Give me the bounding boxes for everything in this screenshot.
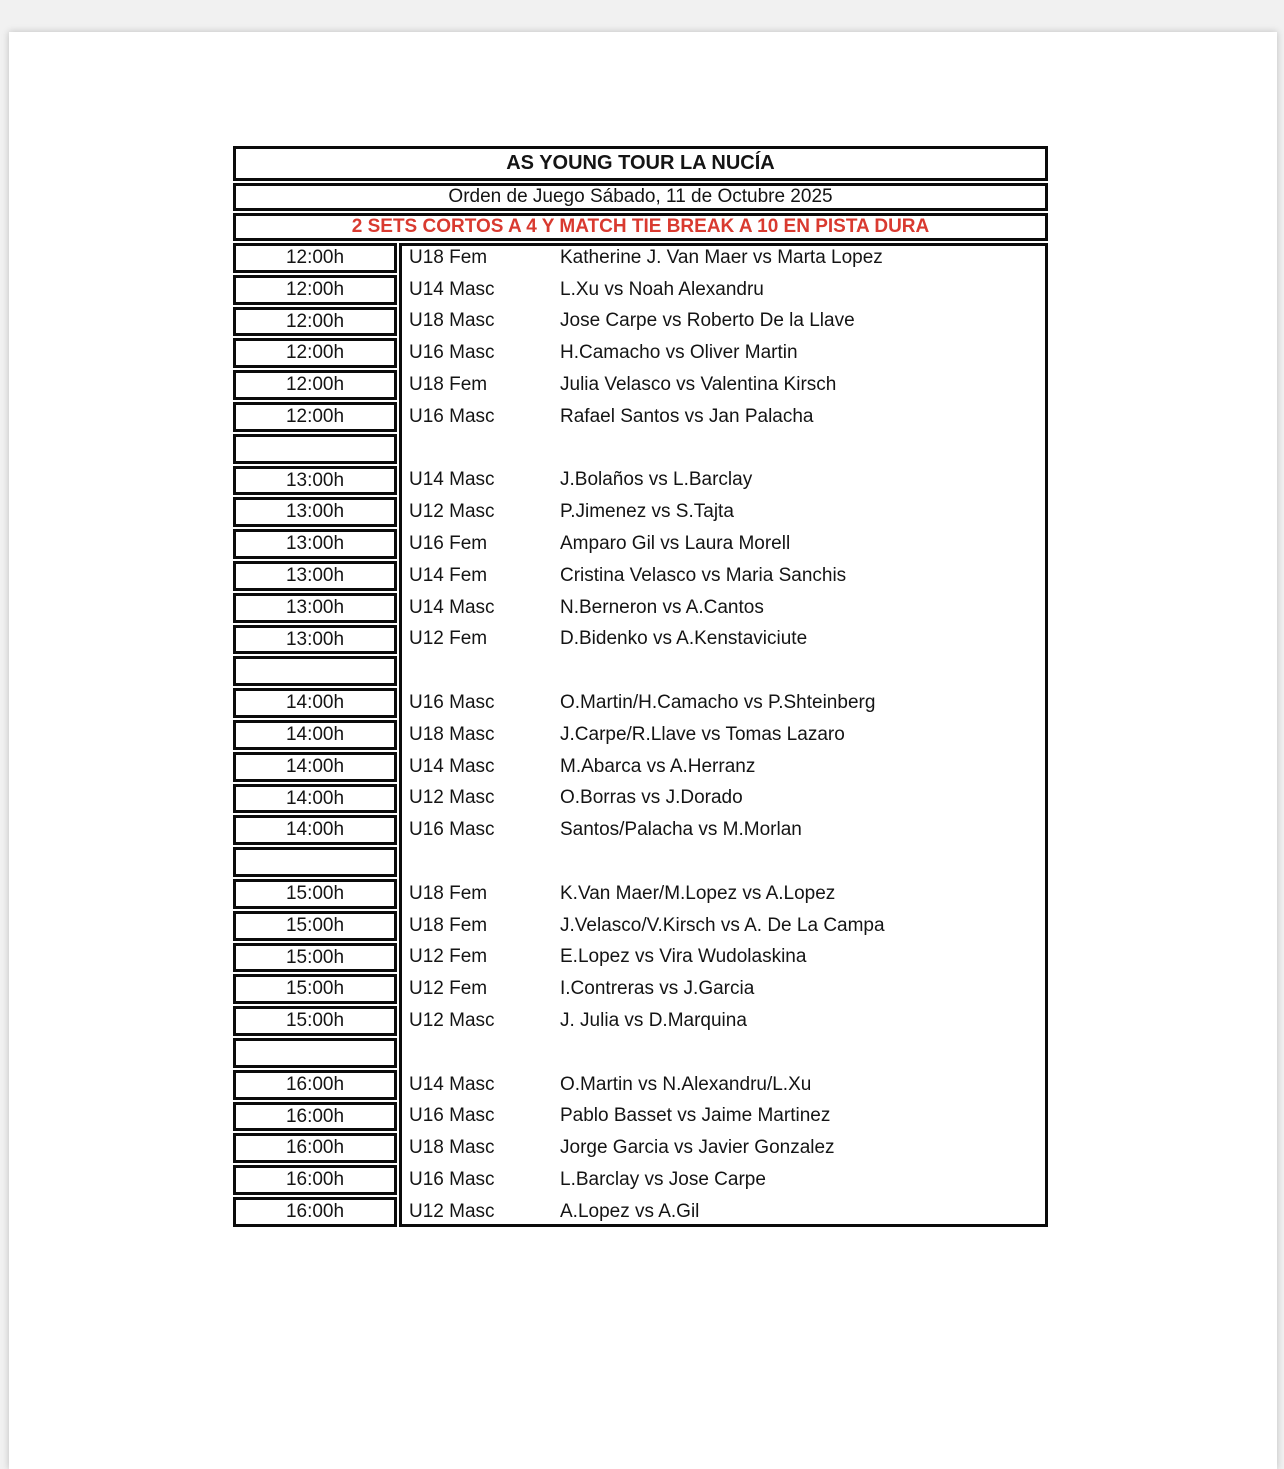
category-cell: U18 Fem: [409, 914, 488, 936]
time-cell: 13:00h: [233, 625, 397, 655]
time-cell-empty: [233, 434, 397, 464]
category-cell: U12 Masc: [409, 501, 495, 523]
category-cell: U14 Masc: [409, 278, 495, 300]
time-cell-empty: [233, 847, 397, 877]
time-cell: 16:00h: [233, 1165, 397, 1195]
players-cell: Katherine J. Van Maer vs Marta Lopez: [560, 246, 883, 268]
players-cell: A.Lopez vs A.Gil: [560, 1200, 700, 1222]
time-cell: 16:00h: [233, 1070, 397, 1100]
players-cell: M.Abarca vs A.Herranz: [560, 755, 756, 777]
players-cell: H.Camacho vs Oliver Martin: [560, 342, 798, 364]
players-cell: Santos/Palacha vs M.Morlan: [560, 819, 802, 841]
category-cell: U18 Fem: [409, 246, 488, 268]
match-row: [402, 751, 1045, 783]
time-cell: 13:00h: [233, 529, 397, 559]
category-cell: U16 Masc: [409, 405, 495, 427]
players-cell: O.Martin vs N.Alexandru/L.Xu: [560, 1073, 812, 1095]
match-row: [402, 401, 1045, 433]
category-cell: U16 Masc: [409, 692, 495, 714]
players-cell: Cristina Velasco vs Maria Sanchis: [560, 564, 847, 586]
category-cell: U14 Fem: [409, 564, 488, 586]
table-notice: 2 SETS CORTOS A 4 Y MATCH TIE BREAK A 10 EN PISTA DURA: [233, 213, 1048, 241]
match-row: [402, 814, 1045, 846]
time-cell: 14:00h: [233, 720, 397, 750]
category-cell: U16 Masc: [409, 1105, 495, 1127]
time-cell: 15:00h: [233, 943, 397, 973]
players-cell: P.Jimenez vs S.Tajta: [560, 501, 734, 523]
players-cell: Pablo Basset vs Jaime Martinez: [560, 1105, 831, 1127]
match-row: [402, 1101, 1045, 1133]
schedule-table: [233, 146, 1048, 1229]
match-row-empty: [402, 846, 1045, 878]
category-cell: U14 Masc: [409, 469, 495, 491]
category-cell: U18 Masc: [409, 310, 495, 332]
category-cell: U16 Fem: [409, 533, 488, 555]
match-rows: [402, 243, 1045, 1227]
time-cell: 13:00h: [233, 593, 397, 623]
category-cell: U16 Masc: [409, 819, 495, 841]
time-cell: 14:00h: [233, 688, 397, 718]
match-panel: [399, 243, 1048, 1227]
match-row: [402, 369, 1045, 401]
match-row: [402, 243, 1045, 274]
players-cell: J.Bolaños vs L.Barclay: [560, 469, 753, 491]
match-row: [402, 910, 1045, 942]
category-cell: U14 Masc: [409, 755, 495, 777]
match-row: [402, 1164, 1045, 1196]
category-cell: U12 Masc: [409, 1010, 495, 1032]
time-cell-empty: [233, 656, 397, 686]
match-row: [402, 1132, 1045, 1164]
category-cell: U18 Masc: [409, 723, 495, 745]
match-row: [402, 465, 1045, 497]
players-cell: I.Contreras vs J.Garcia: [560, 978, 755, 1000]
category-cell: U12 Fem: [409, 628, 488, 650]
time-cell: 12:00h: [233, 243, 397, 273]
match-row: [402, 719, 1045, 751]
time-cell: 14:00h: [233, 752, 397, 782]
match-row: [402, 528, 1045, 560]
category-cell: U18 Fem: [409, 374, 488, 396]
match-row: [402, 1069, 1045, 1101]
time-cell: 13:00h: [233, 561, 397, 591]
category-cell: U16 Masc: [409, 342, 495, 364]
category-cell: U12 Masc: [409, 787, 495, 809]
players-cell: J.Carpe/R.Llave vs Tomas Lazaro: [560, 723, 845, 745]
time-cell: 16:00h: [233, 1102, 397, 1132]
time-cell: 12:00h: [233, 338, 397, 368]
players-cell: Jorge Garcia vs Javier Gonzalez: [560, 1137, 835, 1159]
time-cell: 13:00h: [233, 466, 397, 496]
match-row: [402, 337, 1045, 369]
players-cell: Rafael Santos vs Jan Palacha: [560, 405, 814, 427]
match-row: [402, 592, 1045, 624]
match-row: [402, 687, 1045, 719]
players-cell: L.Xu vs Noah Alexandru: [560, 278, 764, 300]
match-row: [402, 496, 1045, 528]
players-cell: E.Lopez vs Vira Wudolaskina: [560, 946, 807, 968]
time-cell: 12:00h: [233, 402, 397, 432]
match-row: [402, 973, 1045, 1005]
category-cell: U18 Masc: [409, 1137, 495, 1159]
category-cell: U14 Masc: [409, 1073, 495, 1095]
time-cell: 15:00h: [233, 911, 397, 941]
match-row: [402, 560, 1045, 592]
match-row: [402, 1005, 1045, 1037]
category-cell: U12 Fem: [409, 946, 488, 968]
players-cell: J.Velasco/V.Kirsch vs A. De La Campa: [560, 914, 885, 936]
category-cell: U14 Masc: [409, 596, 495, 618]
table-subtitle: Orden de Juego Sábado, 11 de Octubre 2025: [233, 183, 1048, 211]
match-row: [402, 942, 1045, 974]
category-cell: U16 Masc: [409, 1169, 495, 1190]
schedule-body: [233, 243, 1048, 1229]
players-cell: Julia Velasco vs Valentina Kirsch: [560, 374, 837, 396]
time-cell: 15:00h: [233, 974, 397, 1004]
players-cell: N.Berneron vs A.Cantos: [560, 596, 764, 618]
category-cell: U18 Fem: [409, 882, 488, 904]
table-title: AS YOUNG TOUR LA NUCÍA: [233, 146, 1048, 181]
match-row-empty: [402, 655, 1045, 687]
players-cell: J. Julia vs D.Marquina: [560, 1010, 747, 1032]
players-cell: K.Van Maer/M.Lopez vs A.Lopez: [560, 882, 836, 904]
category-cell: U12 Fem: [409, 978, 488, 1000]
players-cell: Jose Carpe vs Roberto De la Llave: [560, 310, 855, 332]
category-cell: U12 Masc: [409, 1200, 495, 1222]
time-cell-empty: [233, 1038, 397, 1068]
match-row: [402, 783, 1045, 815]
players-cell: O.Martin/H.Camacho vs P.Shteinberg: [560, 692, 876, 714]
time-cell: 15:00h: [233, 879, 397, 909]
match-row: [402, 274, 1045, 306]
time-cell: 16:00h: [233, 1133, 397, 1163]
time-cell: 16:00h: [233, 1197, 397, 1227]
time-cell: 14:00h: [233, 815, 397, 845]
time-cell: 13:00h: [233, 497, 397, 527]
time-cell: 12:00h: [233, 275, 397, 305]
players-cell: O.Borras vs J.Dorado: [560, 787, 743, 809]
players-cell: L.Barclay vs Jose Carpe: [560, 1169, 766, 1190]
time-cell: 15:00h: [233, 1006, 397, 1036]
time-cell: 12:00h: [233, 370, 397, 400]
match-row: [402, 1196, 1045, 1227]
document-page: [9, 32, 1277, 1469]
players-cell: D.Bidenko vs A.Kenstaviciute: [560, 628, 808, 650]
match-row-empty: [402, 1037, 1045, 1069]
match-row: [402, 624, 1045, 656]
players-cell: Amparo Gil vs Laura Morell: [560, 533, 791, 555]
match-row-empty: [402, 433, 1045, 465]
time-cell: 12:00h: [233, 307, 397, 337]
time-cell: 14:00h: [233, 784, 397, 814]
time-column: [233, 243, 397, 1229]
match-row: [402, 306, 1045, 338]
match-row: [402, 878, 1045, 910]
